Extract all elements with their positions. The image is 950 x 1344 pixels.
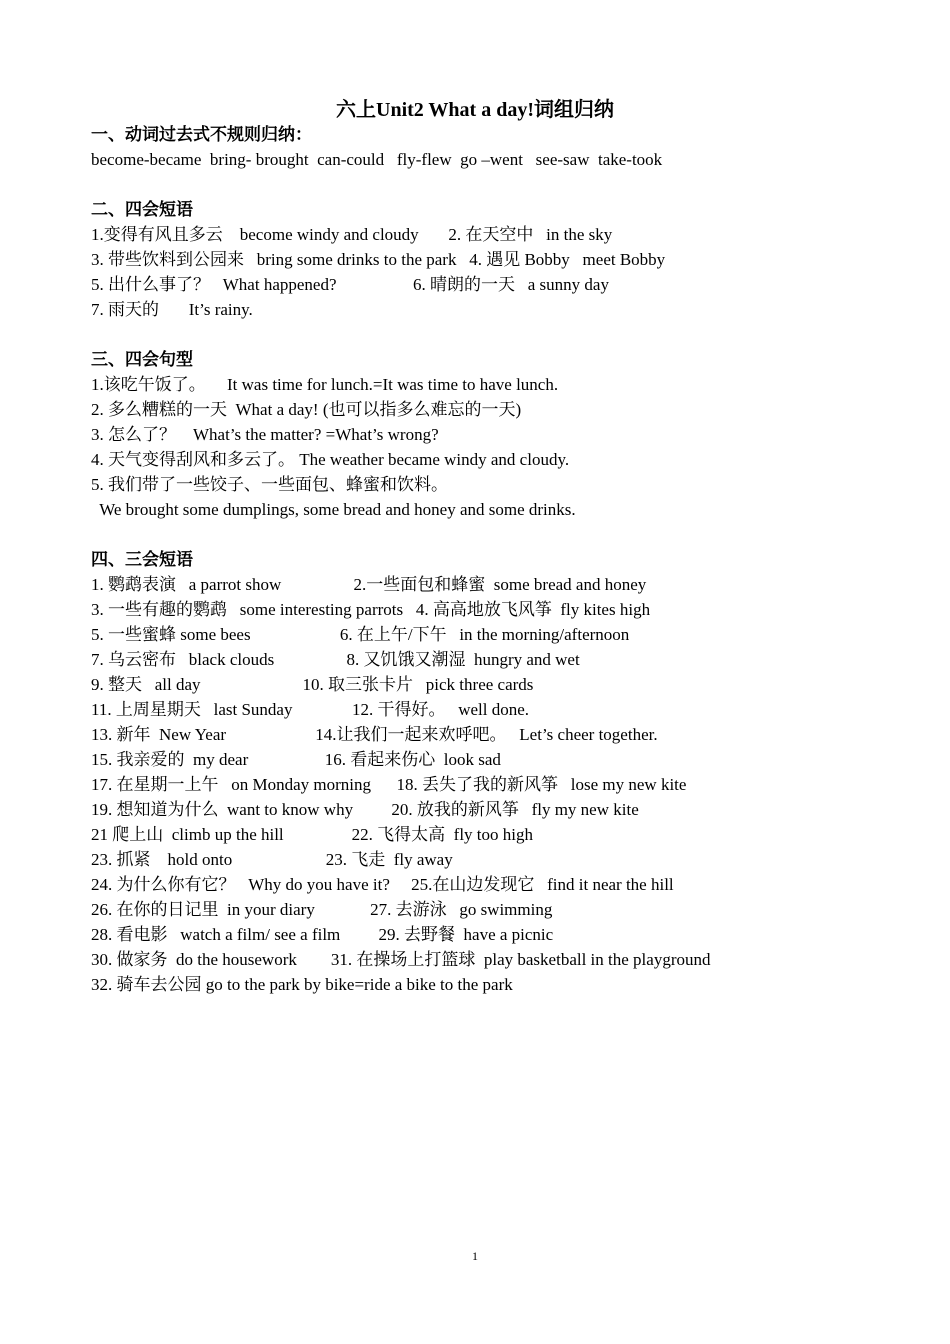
list-item: 13. 新年 New Year 14.让我们一起来欢呼吧。 Let’s cheer together. [91,725,658,744]
list-item: 30. 做家务 do the housework 31. 在操场上打篮球 play basketball in the playground [91,950,711,969]
section-heading-irregular-verbs: 一、动词过去式不规则归纳： [91,125,312,144]
spacer [91,522,931,547]
list-item: 7. 乌云密布 black clouds 8. 又饥饿又潮湿 hungry and wet [91,650,580,669]
list-item: 28. 看电影 watch a film/ see a film 29. 去野餐 have a picnic [91,925,554,944]
list-item: 26. 在你的日记里 in your diary 27. 去游泳 go swimming [91,900,553,919]
list-item: 15. 我亲爱的 my dear 16. 看起来伤心 look sad [91,750,501,769]
list-item: 5. 一些蜜蜂 some bees 6. 在上午/下午 in the morning/afternoon [91,625,630,644]
list-item: 2. 多么糟糕的一天 What a day! (也可以指多么难忘的一天) [91,400,522,419]
list-item: 1.变得有风且多云 become windy and cloudy 2. 在天空中 in the sky [91,225,613,244]
document-title: 六上Unit2 What a day!词组归纳 [336,99,614,121]
list-item: We brought some dumplings, some bread and honey and some drinks. [91,500,576,519]
spacer [91,172,931,197]
list-item: become-became bring- brought can-could fly-flew go –went see-saw take-took [91,150,663,169]
page-number: 1 [472,1249,478,1263]
list-item: 23. 抓紧 hold onto 23. 飞走 fly away [91,850,453,869]
document-body [91,122,931,997]
list-item: 4. 天气变得刮风和多云了。 The weather became windy and cloudy. [91,450,570,469]
spacer [91,322,931,347]
list-item: 3. 带些饮料到公园来 bring some drinks to the park 4. 遇见 Bobby meet Bobby [91,250,666,269]
list-item: 5. 我们带了一些饺子、一些面包、蜂蜜和饮料。 [91,475,448,494]
list-item: 21 爬上山 climb up the hill 22. 飞得太高 fly too high [91,825,533,844]
list-item: 17. 在星期一上午 on Monday morning 18. 丢失了我的新风筝 lose my new kite [91,775,687,794]
list-item: 5. 出什么事了？ What happened? 6. 晴朗的一天 a sunny day [91,275,609,294]
list-item: 11. 上周星期天 last Sunday 12. 干得好。 well done. [91,700,530,719]
list-item: 3. 怎么了？ What’s the matter? =What’s wrong? [91,425,439,444]
list-item: 32. 骑车去公园 go to the park by bike=ride a bike to the park [91,975,513,994]
list-item: 24. 为什么你有它？ Why do you have it? 25.在山边发现它 find it near the hill [91,875,674,894]
section-heading-three-skill-phrases: 四、三会短语 [91,550,193,569]
section-heading-four-skill-phrases: 二、四会短语 [91,200,193,219]
list-item: 19. 想知道为什么 want to know why 20. 放我的新风筝 fly my new kite [91,800,639,819]
list-item: 1. 鹦鹉表演 a parrot show 2.一些面包和蜂蜜 some bread and honey [91,575,647,594]
list-item: 7. 雨天的 It’s rainy. [91,300,253,319]
section-heading-four-skill-sentences: 三、四会句型 [91,350,193,369]
list-item: 3. 一些有趣的鹦鹉 some interesting parrots 4. 高高地放飞风筝 fly kites high [91,600,651,619]
list-item: 1.该吃午饭了。 It was time for lunch.=It was time to have lunch. [91,375,559,394]
list-item: 9. 整天 all day 10. 取三张卡片 pick three cards [91,675,534,694]
